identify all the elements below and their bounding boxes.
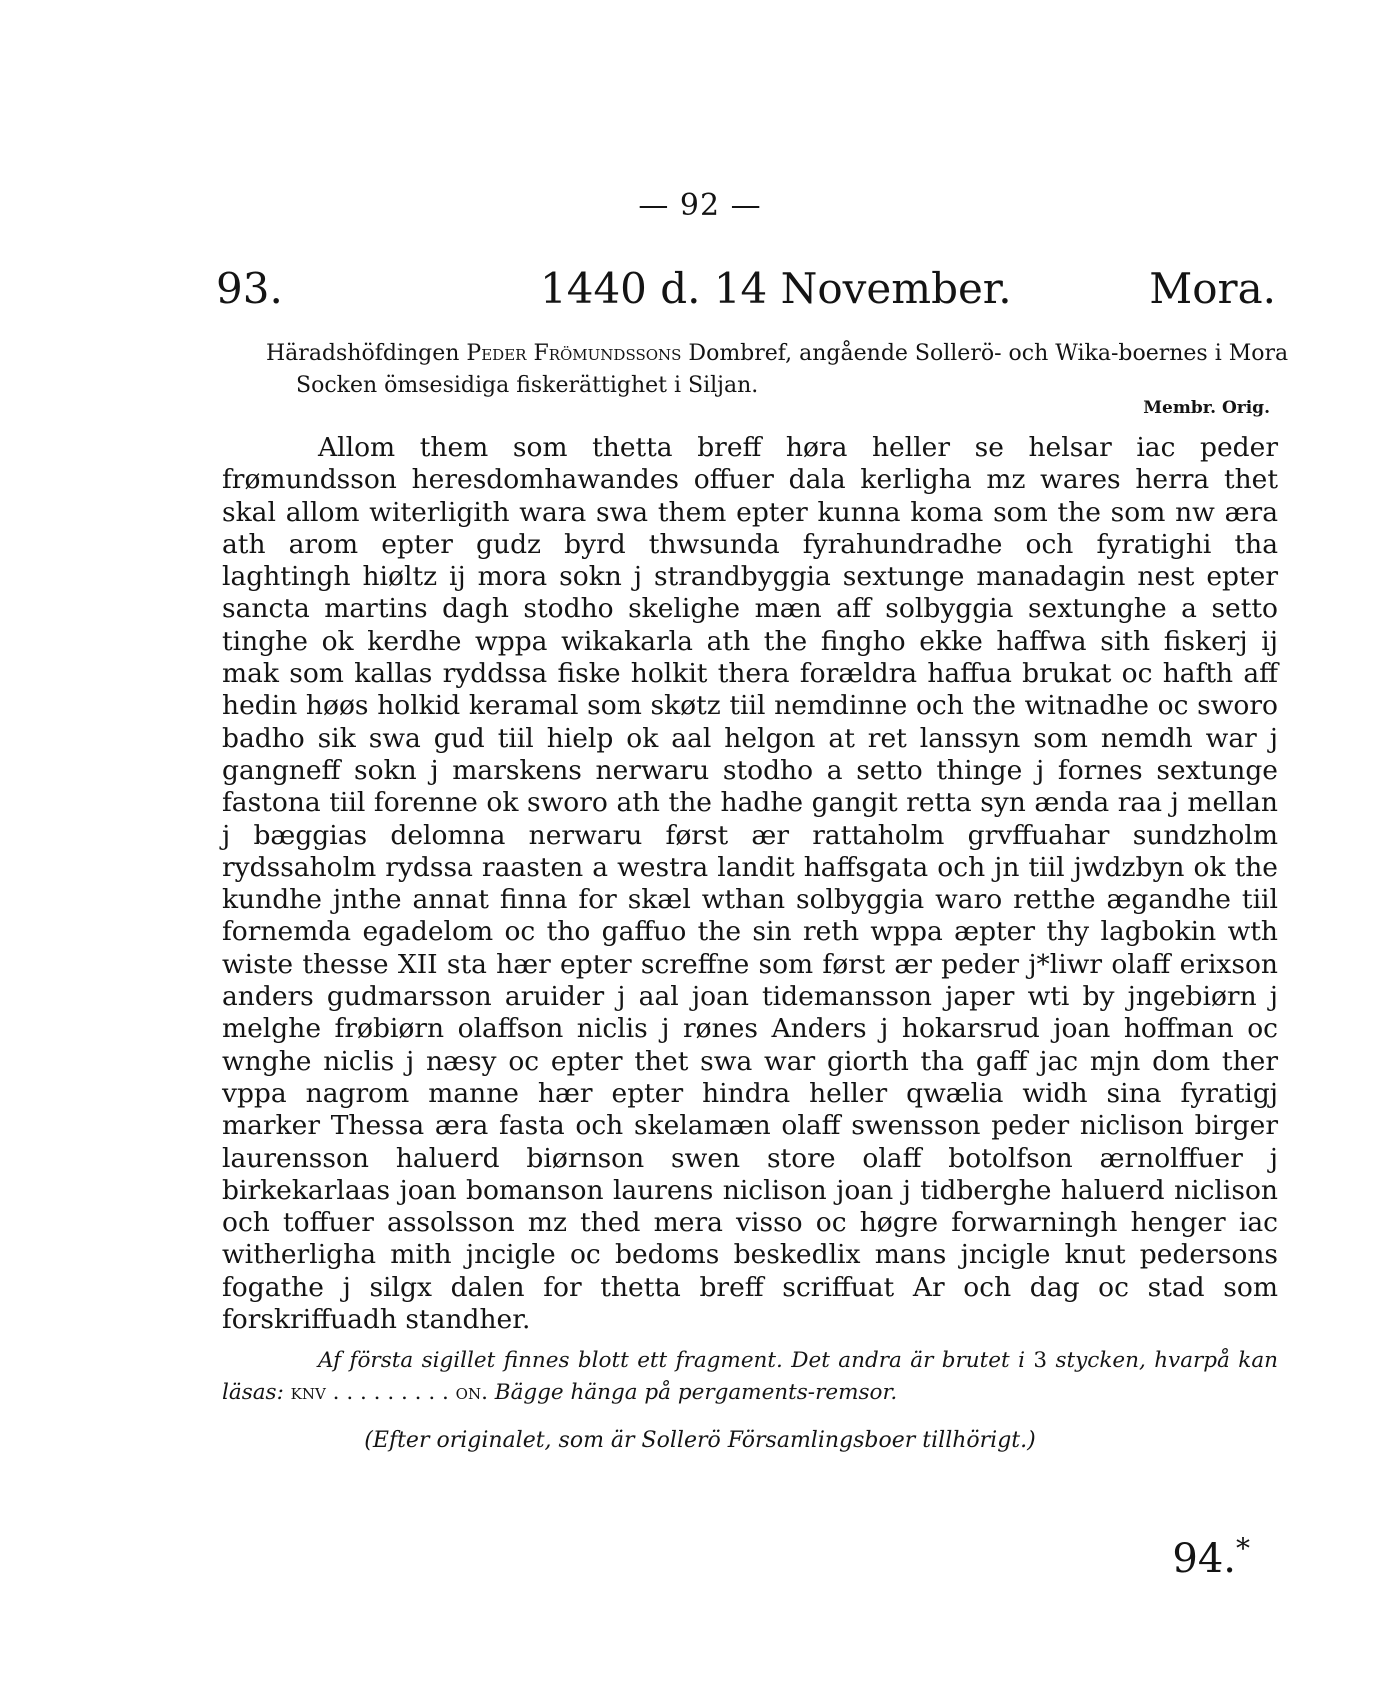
seal-legend: knv . . . . . . . . . on.	[290, 1380, 488, 1405]
summary-person-name: Peder Frömundssons	[466, 341, 682, 366]
seal-note	[222, 1345, 1278, 1409]
charter-text: Allom them som thetta breff høra heller se helsar iac peder frømundsson heresdomhawandes offuer dala kerligha mz wares herra thet skal allom witerligith wara swa them epter kunna koma som the som nw æra ath arom epter gudz byrd thwsunda fyrahundradhe och fyratighi tha laghtingh hiøltz ij mora sokn j strandbyggia sextunge manadagin nest epter sancta martins dagh stodho skelighe mæn aff solbyggia sextunghe a setto tinghe ok kerdhe wppa wikakarla ath the fingho ekke haffwa sith fiskerj ij mak som kallas ryddssa fiske holkit thera forældra haffua brukat oc hafth aff hedin høøs holkid keramal som skøtz tiil nemdinne och the witnadhe oc sworo badho sik swa gud tiil hielp ok aal helgon at ret lanssyn som nemdh war j gangneff sokn j marskens nerwaru stodho a setto thinge j fornes sextunge fastona tiil forenne ok sworo ath the hadhe gangit retta syn ænda raa j mellan j bæggias delomna nerwaru først ær rattaholm grvffuahar sundzholm rydssaholm rydssa raasten a westra landit haffsgata och jn tiil jwdzbyn ok the kundhe jnthe annat finna for skæl wthan solbyggia waro retthe ægandhe tiil fornemda egadelom oc tho gaffuo the sin reth wppa æpter thy lagbokin wth wiste thesse XII sta hær epter screffne som først ær peder j*liwr olaff erixson anders gudmarsson aruider j aal joan tidemansson japer wti by jngebiørn j melghe frøbiørn olaffson niclis j rønes Anders j hokarsrud joan hoffman oc wnghe niclis j næsy oc epter thet swa war giorth tha gaff jac mjn dom ther vppa nagrom manne hær epter hindra heller qwælia widh sina fyratigj marker Thessa æra fasta och skelamæn olaff swensson peder niclison birger laurensson haluerd biørnson swen store olaff botolfson ærnolffuer j birkekarlaas joan bomanson laurens niclison joan j tidberghe haluerd niclison och toffuer assolsson mz thed mera visso oc høgre forwarningh henger iac witherligha mith jncigle oc bedoms beskedlix mans jncigle knut pedersons fogathe j silgx dalen for thetta breff scriffuat Ar och dag oc stad som forskriffuadh standher.	[222, 432, 1278, 1336]
source-remark: (Efter originalet, som är Sollerö Församlingsboer tillhörigt.)	[364, 1428, 1036, 1453]
entry-summary	[266, 338, 1306, 402]
entry-number: 93.	[216, 264, 283, 313]
seal-note-part1: Af första sigillet finnes blott ett fragment. Det andra är brutet i	[318, 1348, 1034, 1373]
entry-date: 1440 d. 14 November.	[540, 264, 1012, 313]
summary-text-start: Häradshöfdingen	[266, 341, 467, 366]
source-note: Membr. Orig.	[1143, 398, 1270, 418]
next-entry-number-text: 94.	[1172, 1536, 1236, 1582]
next-entry-mark: *	[1236, 1532, 1250, 1565]
seal-note-part3: Bägge hänga på pergaments-remsor.	[487, 1380, 898, 1405]
entry-place: Mora.	[1149, 264, 1276, 313]
seal-fragment-count: 3	[1033, 1348, 1048, 1373]
next-entry-number	[1172, 1532, 1250, 1582]
summary-text-end: Dombref, angående Sollerö- och Wika-boernes i Mora Socken ömsesidiga fiskerättighet i Siljan.	[296, 341, 1289, 398]
seal-note-part2: stycken, hvarpå kan läsas:	[222, 1348, 1278, 1405]
page-number: — 92 —	[638, 188, 762, 223]
